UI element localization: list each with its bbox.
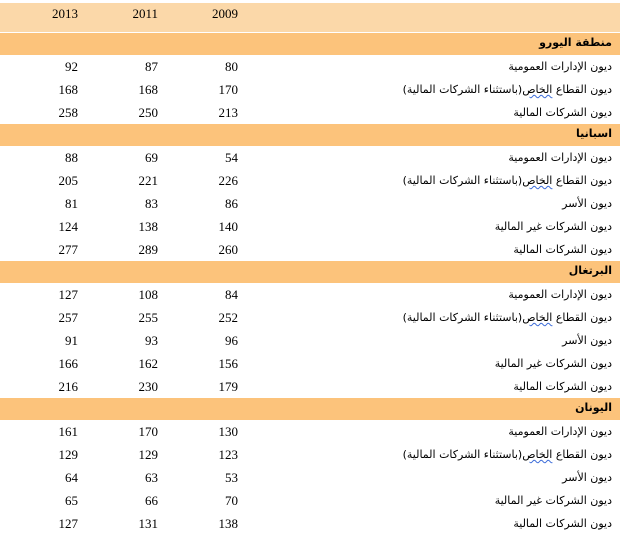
section-header-row — [0, 124, 620, 146]
value-cell-2013: 64 — [65, 470, 78, 485]
row-label-part: ديون القطاع — [552, 174, 612, 187]
table-row — [0, 55, 620, 78]
value-cell-2009: 260 — [218, 242, 238, 257]
section-header-row — [0, 398, 620, 420]
section-title: منطقة اليورو — [539, 36, 612, 49]
value-cell-2009: 80 — [225, 59, 238, 74]
table-row — [0, 375, 620, 398]
table-row — [0, 489, 620, 512]
value-cell-2013: 127 — [58, 287, 78, 302]
value-cell-2009: 213 — [218, 105, 238, 120]
row-label: ديون الشركات غير المالية — [494, 357, 612, 370]
table-row — [0, 192, 620, 215]
row-label: ديون الإدارات العمومية — [508, 151, 612, 164]
table-row — [0, 329, 620, 352]
row-label: ديون الشركات غير المالية — [494, 494, 612, 507]
value-cell-2009: 156 — [218, 356, 238, 371]
row-label-part: (باستثناء الشركات المالية) — [402, 448, 523, 461]
value-cell-2009: 170 — [218, 82, 238, 97]
row-label: ديون الشركات المالية — [513, 517, 612, 530]
value-cell-2011: 66 — [145, 493, 158, 508]
value-cell-2013: 129 — [58, 447, 78, 462]
value-cell-2009: 70 — [225, 493, 238, 508]
row-label: ديون الشركات غير المالية — [494, 220, 612, 233]
value-cell-2011: 129 — [138, 447, 158, 462]
row-label — [403, 169, 612, 192]
value-cell-2011: 170 — [138, 424, 158, 439]
year-2013-header: 2013 — [52, 6, 78, 21]
year-2009-header: 2009 — [212, 6, 238, 21]
row-label-part: (باستثناء الشركات المالية) — [402, 174, 523, 187]
row-label-part: ديون القطاع — [552, 83, 612, 96]
table-row — [0, 78, 620, 101]
section-header-row — [0, 33, 620, 55]
section-title: اليونان — [575, 401, 612, 414]
value-cell-2011: 168 — [138, 82, 158, 97]
value-cell-2011: 221 — [138, 173, 158, 188]
table-row — [0, 420, 620, 443]
row-label: ديون الإدارات العمومية — [508, 288, 612, 301]
row-label: ديون الأسر — [562, 471, 612, 484]
table-row — [0, 352, 620, 375]
row-label: ديون الأسر — [562, 197, 612, 210]
table-row — [0, 238, 620, 261]
row-label: ديون الإدارات العمومية — [508, 60, 612, 73]
value-cell-2009: 53 — [225, 470, 238, 485]
row-label — [403, 443, 612, 466]
value-cell-2013: 166 — [58, 356, 78, 371]
value-cell-2013: 277 — [58, 242, 78, 257]
value-cell-2011: 93 — [145, 333, 158, 348]
value-cell-2009: 140 — [218, 219, 238, 234]
value-cell-2009: 226 — [218, 173, 238, 188]
row-label: ديون الأسر — [562, 334, 612, 347]
row-label: ديون الشركات المالية — [513, 106, 612, 119]
table-row — [0, 215, 620, 238]
table-row — [0, 283, 620, 306]
value-cell-2013: 216 — [58, 379, 78, 394]
table-row — [0, 146, 620, 169]
table-row — [0, 169, 620, 192]
table-row — [0, 306, 620, 329]
value-cell-2011: 289 — [138, 242, 158, 257]
value-cell-2013: 127 — [58, 516, 78, 531]
value-cell-2013: 258 — [58, 105, 78, 120]
row-label-spellcheck-word: الخاص — [522, 83, 553, 96]
value-cell-2013: 124 — [58, 219, 78, 234]
value-cell-2009: 96 — [225, 333, 238, 348]
value-cell-2011: 230 — [138, 379, 158, 394]
table-row — [0, 101, 620, 124]
row-label-spellcheck-word: الخاص — [522, 448, 553, 461]
value-cell-2009: 138 — [218, 516, 238, 531]
value-cell-2009: 130 — [218, 424, 238, 439]
section-header-row — [0, 261, 620, 283]
value-cell-2009: 86 — [225, 196, 238, 211]
value-cell-2011: 108 — [138, 287, 158, 302]
value-cell-2011: 63 — [145, 470, 158, 485]
value-cell-2009: 54 — [225, 150, 238, 165]
row-label-spellcheck-word: الخاص — [522, 174, 553, 187]
value-cell-2009: 179 — [218, 379, 238, 394]
row-label — [403, 78, 612, 101]
value-cell-2009: 252 — [218, 310, 238, 325]
table-row — [0, 443, 620, 466]
value-cell-2013: 88 — [65, 150, 78, 165]
value-cell-2013: 161 — [58, 424, 78, 439]
value-cell-2011: 138 — [138, 219, 158, 234]
value-cell-2011: 69 — [145, 150, 158, 165]
value-cell-2013: 257 — [58, 310, 78, 325]
table-row — [0, 466, 620, 489]
row-label-part: ديون القطاع — [552, 311, 612, 324]
value-cell-2013: 91 — [65, 333, 78, 348]
row-label: ديون الشركات المالية — [513, 380, 612, 393]
row-label-part: (باستثناء الشركات المالية) — [402, 83, 523, 96]
row-label-spellcheck-word: الخاص — [522, 311, 553, 324]
row-label: ديون الشركات المالية — [513, 243, 612, 256]
value-cell-2011: 131 — [138, 516, 158, 531]
value-cell-2013: 65 — [65, 493, 78, 508]
value-cell-2011: 162 — [138, 356, 158, 371]
value-cell-2011: 87 — [145, 59, 158, 74]
value-cell-2011: 83 — [145, 196, 158, 211]
row-label-part: (باستثناء الشركات المالية) — [402, 311, 523, 324]
section-title: اسبانيا — [576, 127, 612, 140]
year-header-row — [0, 3, 620, 32]
value-cell-2013: 92 — [65, 59, 78, 74]
year-2011-header: 2011 — [132, 6, 158, 21]
value-cell-2009: 123 — [218, 447, 238, 462]
section-title: البرتغال — [568, 264, 612, 277]
value-cell-2013: 81 — [65, 196, 78, 211]
value-cell-2011: 255 — [138, 310, 158, 325]
row-label — [403, 306, 612, 329]
row-label: ديون الإدارات العمومية — [508, 425, 612, 438]
value-cell-2013: 168 — [58, 82, 78, 97]
value-cell-2009: 84 — [225, 287, 238, 302]
table-row — [0, 512, 620, 535]
value-cell-2011: 250 — [138, 105, 158, 120]
value-cell-2013: 205 — [58, 173, 78, 188]
row-label-part: ديون القطاع — [552, 448, 612, 461]
